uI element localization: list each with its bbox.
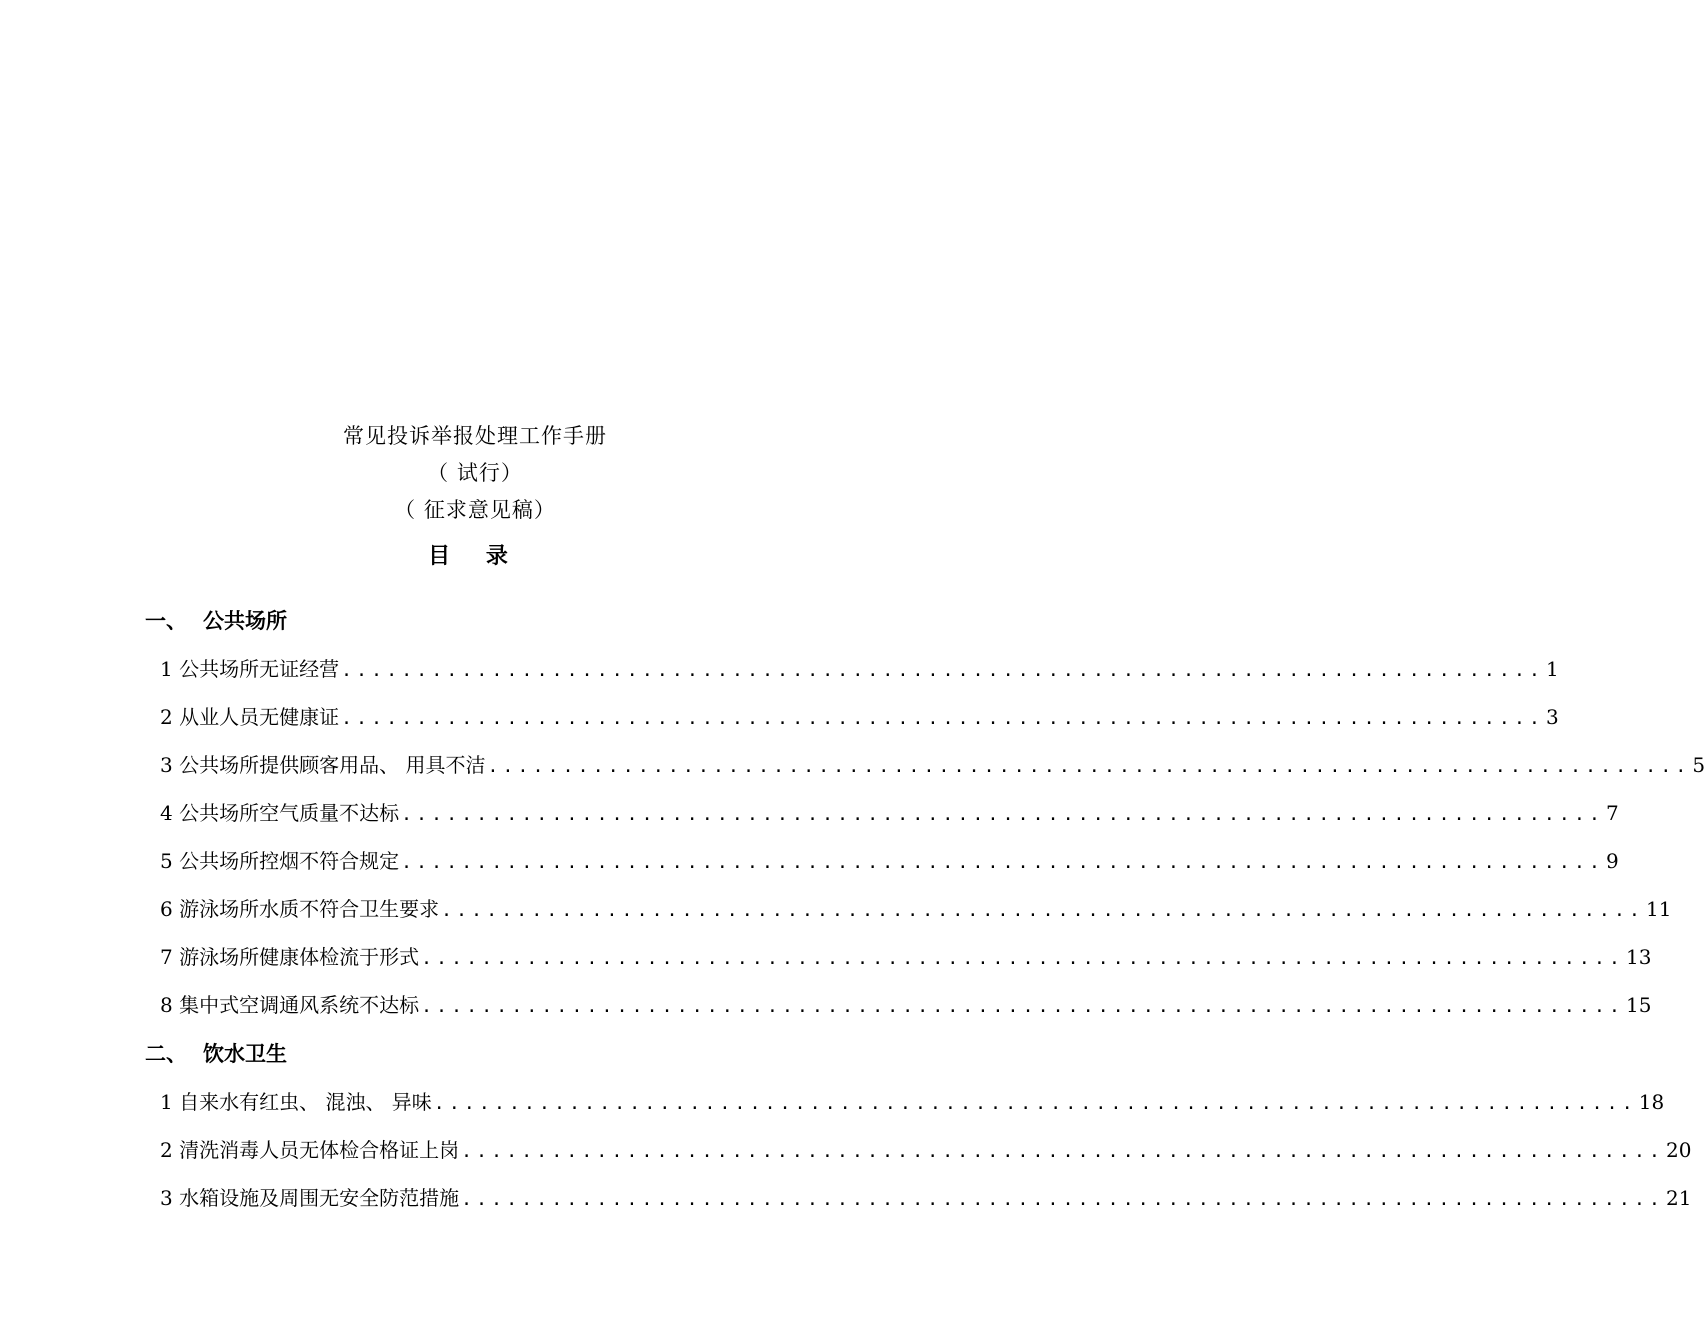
toc-entry-label: 1 公共场所无证经营 xyxy=(160,657,340,681)
toc-entry-label: 3 公共场所提供顾客用品、 用具不洁 xyxy=(160,753,486,777)
toc-leader-dots: ................................................................................ xyxy=(433,1093,1637,1114)
section-number: 二、 xyxy=(145,1041,187,1066)
toc-entry-page: 3 xyxy=(1546,705,1559,729)
toc-entry[interactable] xyxy=(160,846,1619,878)
toc-leader-dots: ................................................................................ xyxy=(461,1189,1665,1210)
toc-entry[interactable] xyxy=(160,1087,1665,1119)
toc-entry[interactable] xyxy=(160,750,1705,782)
toc-entry-page: 1 xyxy=(1546,657,1559,681)
toc-entry-page: 18 xyxy=(1638,1090,1665,1114)
toc-entry[interactable] xyxy=(160,702,1559,734)
document-title-block xyxy=(0,418,950,529)
toc-entry-label: 5 公共场所控烟不符合规定 xyxy=(160,849,400,873)
toc-leader-dots: ................................................................................ xyxy=(341,708,1545,729)
toc-leader-dots: ................................................................................ xyxy=(441,900,1645,921)
toc-entry-label: 2 清洗消毒人员无体检合格证上岗 xyxy=(160,1138,460,1162)
toc-entry[interactable] xyxy=(160,798,1619,830)
toc-entry[interactable] xyxy=(160,1135,1692,1167)
section-number: 一、 xyxy=(145,608,187,633)
toc-entry-page: 9 xyxy=(1606,849,1619,873)
toc-entry-page: 5 xyxy=(1692,753,1705,777)
toc-entry-page: 7 xyxy=(1606,801,1619,825)
toc-entry[interactable] xyxy=(160,654,1559,686)
document-subtitle-draft: （ 征求意见稿） xyxy=(394,498,556,522)
toc-entry-page: 13 xyxy=(1626,945,1652,969)
toc-leader-dots: ................................................................................ xyxy=(421,948,1625,969)
toc-entry-label: 4 公共场所空气质量不达标 xyxy=(160,801,400,825)
toc-entry[interactable] xyxy=(160,942,1652,974)
toc-entry[interactable] xyxy=(160,1183,1692,1215)
section-heading-drinking-water xyxy=(145,1039,287,1069)
toc-entry-label: 1 自来水有红虫、 混浊、 异味 xyxy=(160,1090,432,1114)
toc-leader-dots: ................................................................................ xyxy=(421,996,1625,1017)
toc-entry[interactable] xyxy=(160,894,1672,926)
toc-entry-page: 15 xyxy=(1626,993,1652,1017)
toc-leader-dots: ................................................................................ xyxy=(487,756,1691,777)
toc-leader-dots: ................................................................................ xyxy=(341,660,1545,681)
section-heading-public-places xyxy=(145,606,287,636)
toc-entry-page: 21 xyxy=(1666,1186,1692,1210)
toc-entry-page: 11 xyxy=(1646,897,1672,921)
toc-entry-label: 8 集中式空调通风系统不达标 xyxy=(160,993,420,1017)
section-title: 饮水卫生 xyxy=(203,1041,287,1066)
toc-entry-label: 3 水箱设施及周围无安全防范措施 xyxy=(160,1186,460,1210)
document-subtitle-trial: （ 试行） xyxy=(427,461,523,485)
toc-leader-dots: ................................................................................ xyxy=(401,852,1605,873)
toc-heading: 目 录 xyxy=(428,543,522,569)
toc-leader-dots: ................................................................................ xyxy=(461,1141,1665,1162)
toc-entry-label: 6 游泳场所水质不符合卫生要求 xyxy=(160,897,440,921)
section-title: 公共场所 xyxy=(203,608,287,633)
document-title: 常见投诉举报处理工作手册 xyxy=(343,424,607,448)
toc-entry-page: 20 xyxy=(1666,1138,1692,1162)
toc-entry-label: 2 从业人员无健康证 xyxy=(160,705,340,729)
toc-entry[interactable] xyxy=(160,990,1652,1022)
toc-leader-dots: ................................................................................ xyxy=(401,804,1605,825)
toc-entry-label: 7 游泳场所健康体检流于形式 xyxy=(160,945,420,969)
